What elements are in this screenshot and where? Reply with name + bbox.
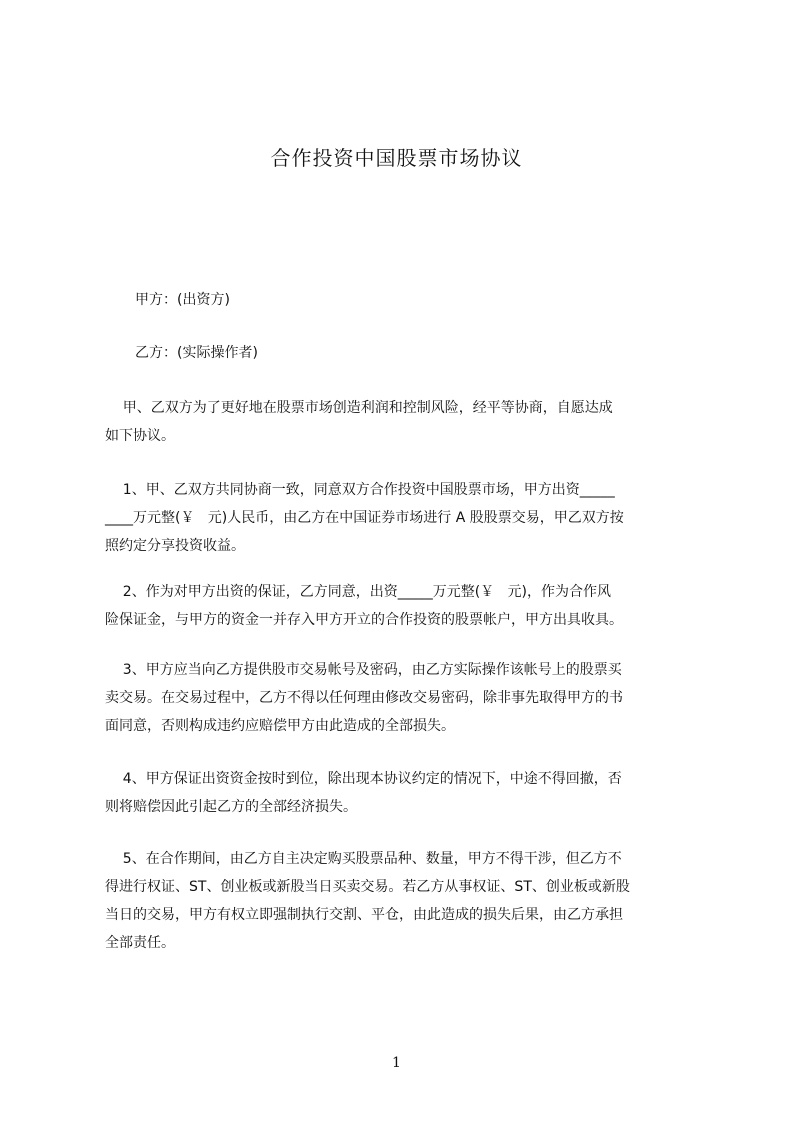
clause-3-line: 3、甲方应当向乙方提供股市交易帐号及密码，由乙方实际操作该帐号上的股票买 bbox=[105, 662, 622, 678]
clause-3-line: 卖交易。在交易过程中，乙方不得以任何理由修改交易密码，除非事先取得甲方的书 bbox=[105, 690, 623, 706]
clause-1-line: 1、甲、乙双方共同协商一致，同意双方合作投资中国股票市场，甲方出资_____ bbox=[105, 482, 615, 498]
party-a-line: 甲方：(出资方) bbox=[135, 292, 230, 308]
clause-2-paragraph bbox=[105, 578, 705, 634]
intro-paragraph bbox=[105, 394, 705, 450]
clause-5-line: 当日的交易，甲方有权立即强制执行交割、平仓，由此造成的损失后果，由乙方承担 bbox=[105, 907, 623, 923]
clause-5-line: 5、在合作期间，由乙方自主决定购买股票品种、数量，甲方不得干涉，但乙方不 bbox=[105, 851, 622, 867]
clause-2-line: 2、作为对甲方出资的保证，乙方同意，出资_____万元整(￥ 元)，作为合作风 bbox=[105, 584, 611, 600]
clause-3-line: 面同意，否则构成违约应赔偿甲方由此造成的全部损失。 bbox=[105, 718, 455, 734]
clause-4-line: 则将赔偿因此引起乙方的全部经济损失。 bbox=[105, 799, 357, 815]
clause-1-paragraph bbox=[105, 476, 705, 560]
clause-4-line: 4、甲方保证出资资金按时到位，除出现本协议约定的情况下，中途不得回撤，否 bbox=[105, 771, 622, 787]
clause-1-line: 照约定分享投资收益。 bbox=[105, 538, 245, 554]
intro-line: 如下协议。 bbox=[105, 428, 175, 444]
clause-1-line: ____万元整(￥ 元)人民币，由乙方在中国证券市场进行 A 股股票交易，甲乙双方按 bbox=[105, 510, 624, 526]
clause-3-paragraph bbox=[105, 656, 705, 740]
party-b-line: 乙方：(实际操作者) bbox=[135, 345, 258, 361]
clause-5-line: 得进行权证、ST、创业板或新股当日买卖交易。若乙方从事权证、ST、创业板或新股 bbox=[105, 879, 630, 895]
clause-5-line: 全部责任。 bbox=[105, 935, 175, 951]
intro-line: 甲、乙双方为了更好地在股票市场创造利润和控制风险，经平等协商，自愿达成 bbox=[105, 400, 613, 416]
clause-5-paragraph bbox=[105, 845, 705, 957]
document-title: 合作投资中国股票市场协议 bbox=[270, 146, 523, 170]
clause-4-paragraph bbox=[105, 765, 705, 821]
page-number: 1 bbox=[392, 1055, 401, 1071]
clause-2-line: 险保证金，与甲方的资金一并存入甲方开立的合作投资的股票帐户，甲方出具收具。 bbox=[105, 612, 623, 628]
